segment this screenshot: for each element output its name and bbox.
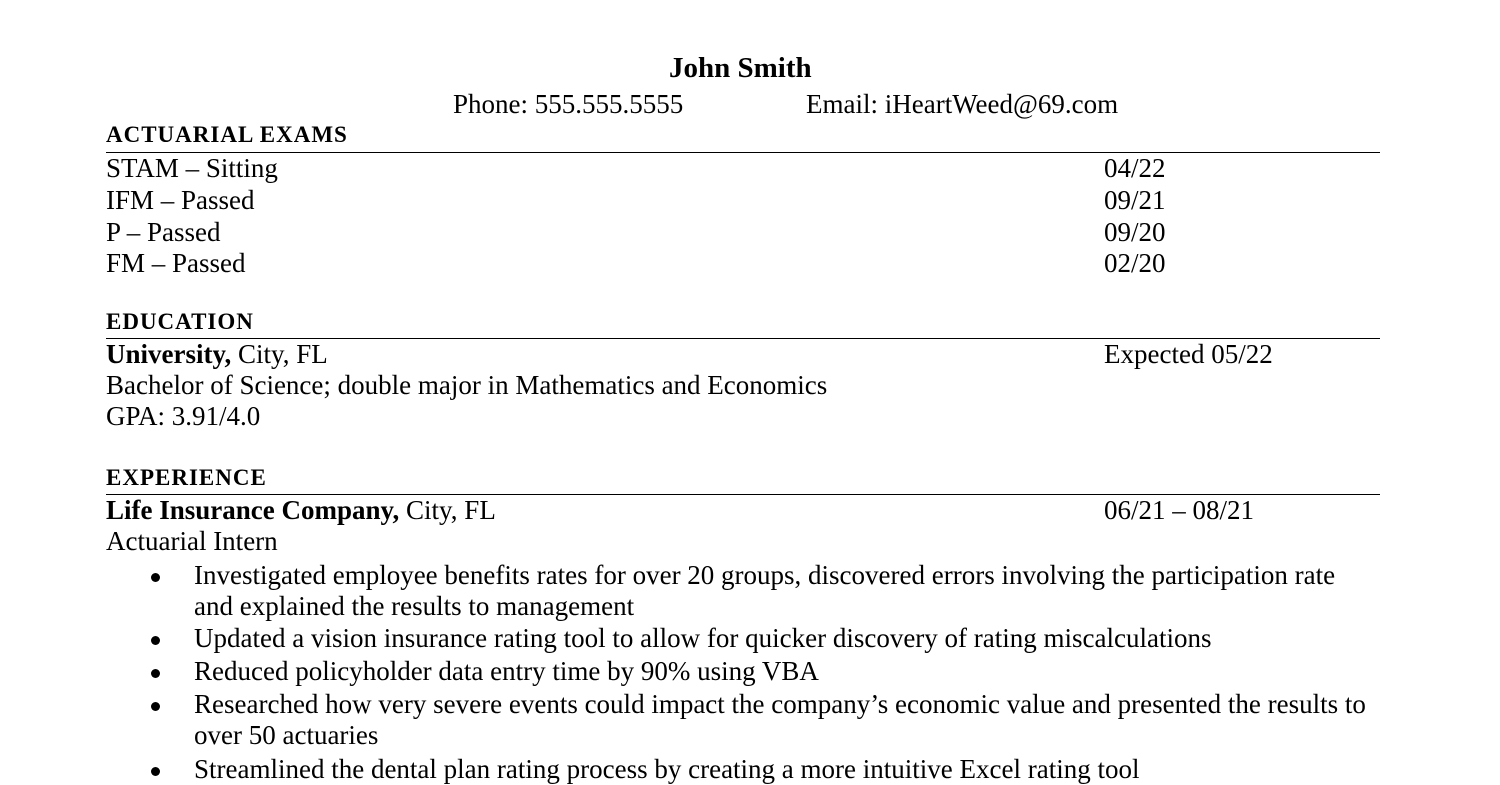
bullet-text: Researched how very severe events could impact the company’s economic value and presented the results to <box>194 689 1366 719</box>
experience-date: 06/21 – 08/21 <box>1104 495 1255 525</box>
exam-date: 09/20 <box>1104 217 1166 247</box>
bullet-icon <box>151 669 160 678</box>
education-school-line <box>106 339 328 370</box>
bullet-icon <box>151 702 160 711</box>
company-location: City, FL <box>399 495 496 525</box>
school-location: City, FL <box>231 339 328 369</box>
resume-name: John Smith <box>669 52 812 84</box>
exam-date: 04/22 <box>1104 153 1166 183</box>
gpa-text: GPA: 3.91/4.0 <box>106 401 261 431</box>
exams-divider <box>106 152 1380 153</box>
bullet-text: over 50 actuaries <box>194 720 379 750</box>
bullet-icon <box>151 767 160 776</box>
role-title: Actuarial Intern <box>106 526 278 556</box>
bullet-icon <box>151 636 160 645</box>
phone-text: Phone: 555.555.5555 <box>453 89 684 119</box>
degree-text: Bachelor of Science; double major in Mathematics and Economics <box>106 370 828 400</box>
experience-company-line <box>106 495 496 526</box>
company-name: Life Insurance Company, <box>106 495 400 525</box>
bullet-text: Streamlined the dental plan rating process by creating a more intuitive Excel rating tool <box>194 754 1140 784</box>
school-name: University, <box>106 339 232 369</box>
bullet-text: Reduced policyholder data entry time by 90% using VBA <box>194 656 819 686</box>
bullet-icon <box>151 573 160 582</box>
exam-label: IFM – Passed <box>106 185 255 215</box>
bullet-text: and explained the results to management <box>194 591 635 621</box>
exam-label: STAM – Sitting <box>106 153 278 183</box>
exam-label: P – Passed <box>106 217 221 247</box>
experience-section-title: EXPERIENCE <box>106 465 267 490</box>
education-date: Expected 05/22 <box>1104 339 1273 369</box>
bullet-text: Investigated employee benefits rates for over 20 groups, discovered errors involving the participation rate <box>194 560 1336 590</box>
exam-date: 09/21 <box>1104 185 1166 215</box>
bullet-text: Updated a vision insurance rating tool to allow for quicker discovery of rating miscalculations <box>194 623 1212 653</box>
exam-date: 02/20 <box>1104 248 1166 278</box>
exams-section-title: ACTUARIAL EXAMS <box>106 122 348 147</box>
education-section-title: EDUCATION <box>106 309 254 334</box>
email-text: Email: iHeartWeed@69.com <box>806 89 1119 119</box>
exam-label: FM – Passed <box>106 248 246 278</box>
